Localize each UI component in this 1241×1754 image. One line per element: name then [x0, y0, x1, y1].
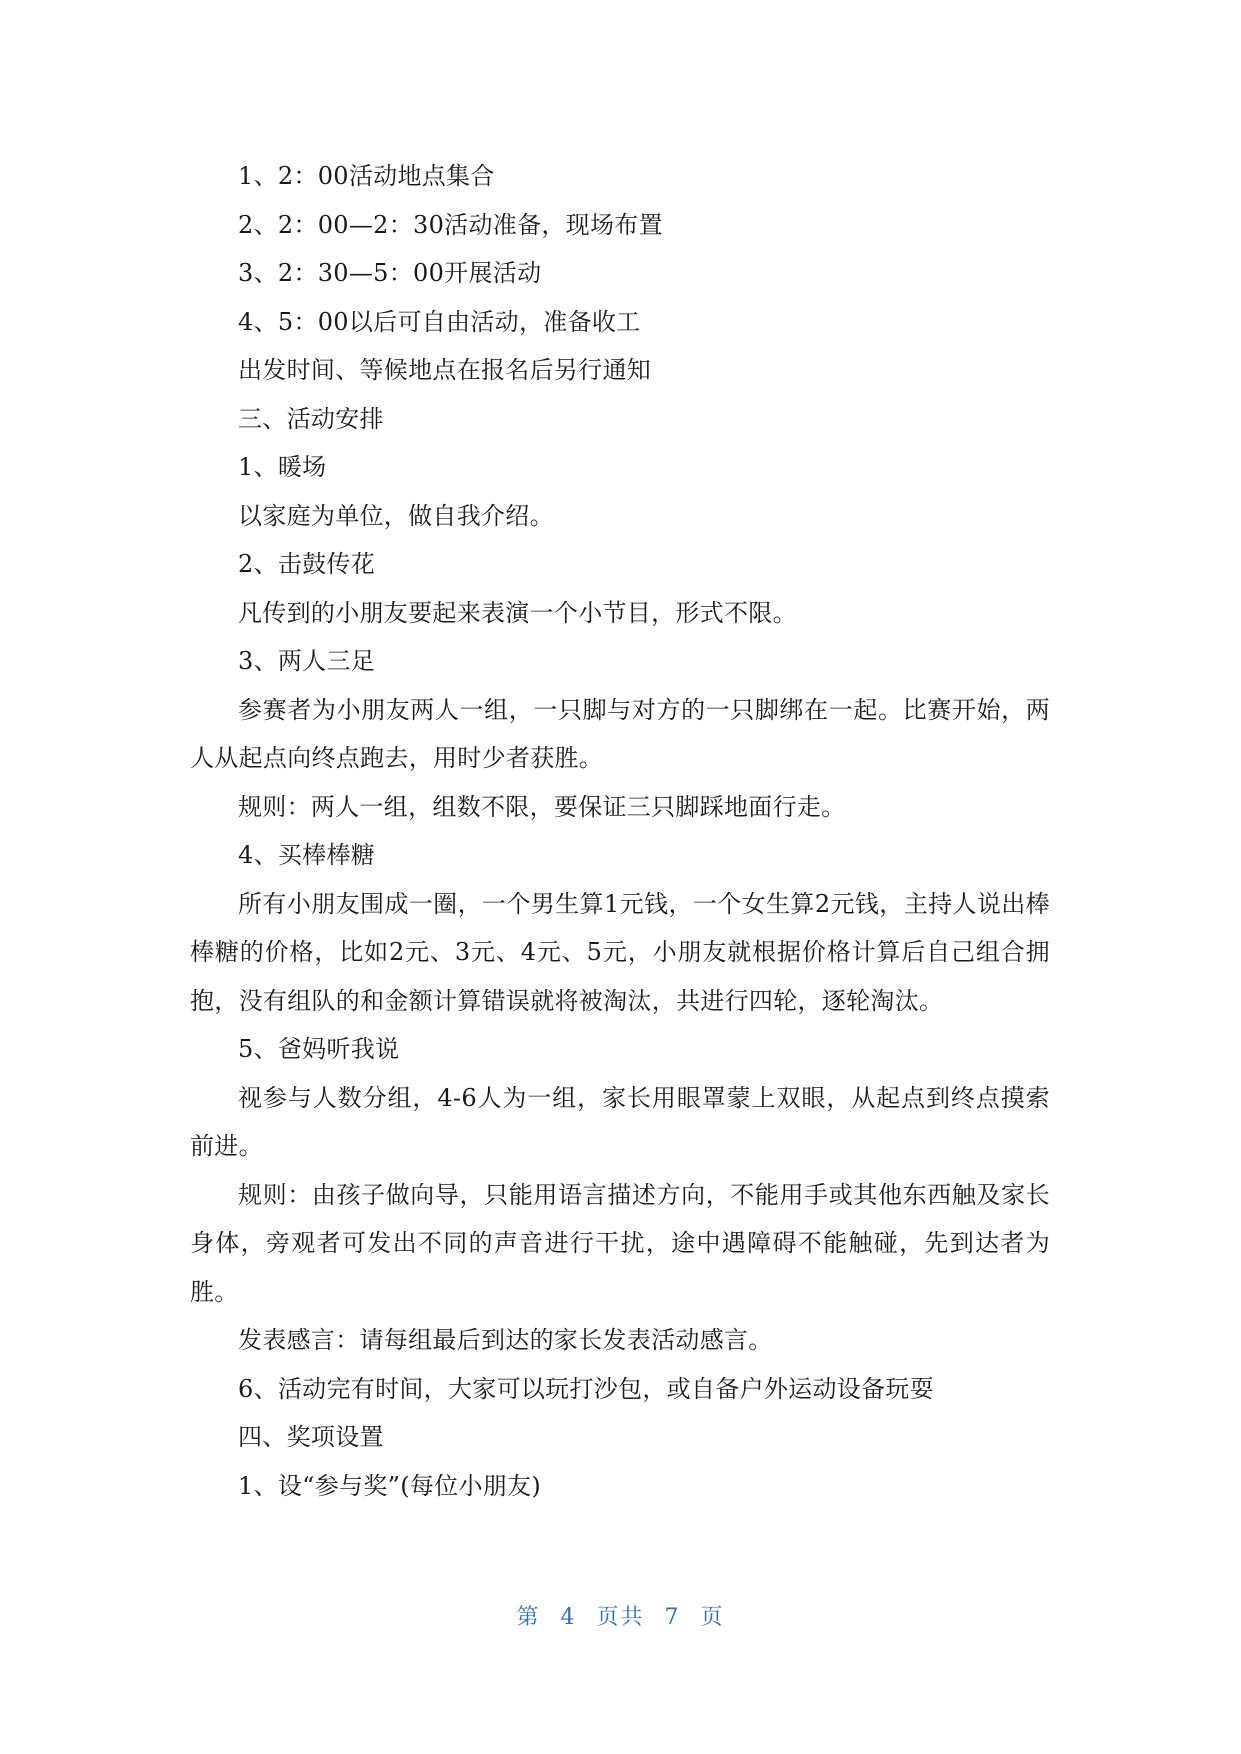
item-heading: 1、暖场	[238, 453, 327, 481]
paragraph: 所有小朋友围成一圈，一个男生算1元钱，一个女生算2元钱，主持人说出棒棒糖的价格，比如2元、3元、4元、5元，小朋友就根据价格计算后自己组合拥抱，没有组队的和金额计算错误就将被淘汰，共进行四轮，逐轮淘汰。	[190, 889, 1050, 1015]
paragraph: 2、2：00—2：30活动准备，现场布置	[238, 210, 663, 239]
item-heading: 3、两人三足	[238, 647, 376, 675]
item-heading: 2、击鼓传花	[238, 550, 376, 578]
footer-total-pages: 7	[664, 1605, 681, 1630]
paragraph: 视参与人数分组，4-6人为一组，家长用眼罩蒙上双眼，从起点到终点摸索前进。	[190, 1083, 1050, 1160]
paragraph: 6、活动完有时间，大家可以玩打沙包，或自备户外运动设备玩耍	[238, 1374, 934, 1403]
paragraph: 1、2：00活动地点集合	[238, 162, 495, 190]
paragraph: 出发时间、等候地点在报名后另行通知	[238, 356, 652, 384]
item-heading: 4、买棒棒糖	[238, 841, 376, 869]
section-heading: 四、奖项设置	[238, 1423, 384, 1451]
paragraph: 凡传到的小朋友要起来表演一个小节目，形式不限。	[238, 598, 797, 627]
page-footer	[0, 1600, 1241, 1631]
footer-current-page: 4	[560, 1605, 577, 1630]
document-body	[190, 152, 1050, 1510]
footer-middle: 页共	[596, 1605, 645, 1630]
footer-prefix: 第	[516, 1605, 541, 1630]
footer-suffix: 页	[700, 1605, 725, 1630]
item-heading: 5、爸妈听我说	[238, 1035, 400, 1063]
paragraph: 参赛者为小朋友两人一组，一只脚与对方的一只脚绑在一起。比赛开始，两人从起点向终点跑去，用时少者获胜。	[190, 695, 1050, 772]
paragraph: 以家庭为单位，做自我介绍。	[238, 501, 554, 530]
section-heading: 三、活动安排	[238, 404, 384, 433]
paragraph: 1、设“参与奖”(每位小朋友)	[238, 1471, 542, 1500]
paragraph: 发表感言：请每组最后到达的家长发表活动感言。	[238, 1326, 773, 1354]
paragraph: 3、2：30—5：00开展活动	[238, 259, 542, 287]
paragraph: 规则：两人一组，组数不限，要保证三只脚踩地面行走。	[238, 792, 846, 821]
paragraph: 规则：由孩子做向导，只能用语言描述方向，不能用手或其他东西触及家长身体，旁观者可发出不同的声音进行干扰，途中遇障碍不能触碰，先到达者为胜。	[190, 1180, 1050, 1306]
paragraph: 4、5：00以后可自由活动，准备收工	[238, 307, 641, 336]
